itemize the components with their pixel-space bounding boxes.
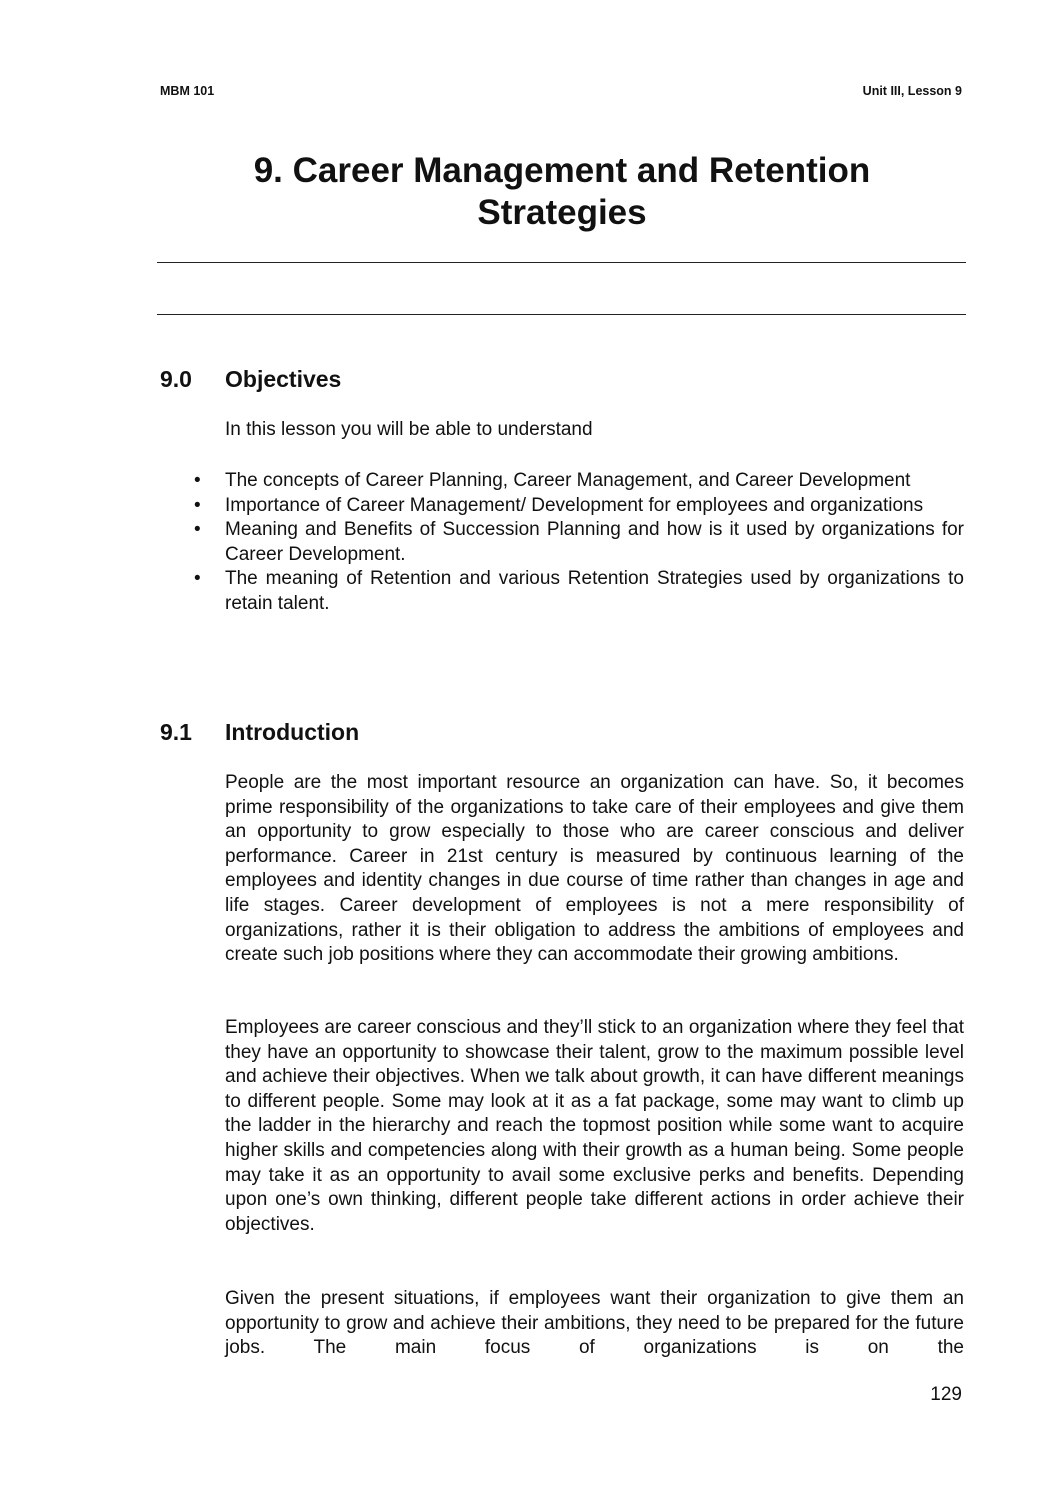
bullet-icon: • — [194, 494, 201, 516]
intro-paragraph-2: Employees are career conscious and they’ll stick to an organization where they feel that they have an opportunity to showcase their talent, grow to the maximum possible level and achieve their objectives. When we talk about growth, it can have different meanings to different people. Some may look at it as a fat package, some may want to climb up the ladder in the hierarchy and reach the topmost position while some want to acquire higher skills and competencies along with their growth as a human being. Some people may take it as an opportunity to avail some exclusive perks and benefits. Depending upon one’s own thinking, different people take different actions in order achieve their objectives. — [225, 1017, 964, 1235]
list-item: • Meaning and Benefits of Succession Planning and how is it used by organizations for Career Development. — [194, 519, 964, 565]
section-heading-introduction — [160, 719, 359, 746]
intro-paragraph-3: Given the present situations, if employees want their organization to give them an opportunity to grow and achieve their ambitions, they need to be prepared for the future jobs. The main focus of organizations is on the — [225, 1288, 964, 1359]
section-number: 9.0 — [160, 366, 192, 392]
section-number: 9.1 — [160, 719, 192, 745]
section-title: Introduction — [225, 719, 360, 745]
list-item: • The concepts of Career Planning, Career Management, and Career Development — [190, 469, 964, 494]
objectives-list — [190, 469, 964, 617]
list-item: • The meaning of Retention and various Retention Strategies used by organizations to retain talent. — [194, 568, 964, 614]
bullet-icon: • — [194, 568, 201, 590]
section-heading-objectives — [160, 366, 341, 393]
lesson-title-line-2: Strategies — [477, 193, 647, 232]
bullet-icon: • — [194, 519, 201, 541]
objectives-intro: In this lesson you will be able to understand — [225, 419, 593, 440]
lesson-title-line-1: 9. Career Management and Retention — [253, 151, 871, 190]
page-number: 129 — [930, 1384, 962, 1405]
section-title: Objectives — [225, 366, 342, 392]
list-item: • Importance of Career Management/ Development for employees and organizations — [190, 494, 964, 519]
title-rule-bottom — [157, 314, 966, 315]
bullet-icon: • — [194, 470, 201, 491]
running-header-unit: Unit III, Lesson 9 — [862, 84, 962, 98]
title-rule-top — [157, 262, 966, 263]
running-header-course: MBM 101 — [160, 84, 215, 98]
intro-paragraph-1: People are the most important resource an organization can have. So, it becomes prime responsibility of the organizations to take care of their employees and give them an opportunity to grow especially to those who are career conscious and deliver performance. Career in 21st century is measured by continuous learning of the employees and identity changes in due course of time rather than changes in age and life stages. Career development of employees is not a mere responsibility of organizations, rather it is their obligation to address the ambitions of employees and create such job positions where they can accommodate their growing ambitions. — [225, 772, 964, 966]
lesson-title — [158, 150, 966, 234]
